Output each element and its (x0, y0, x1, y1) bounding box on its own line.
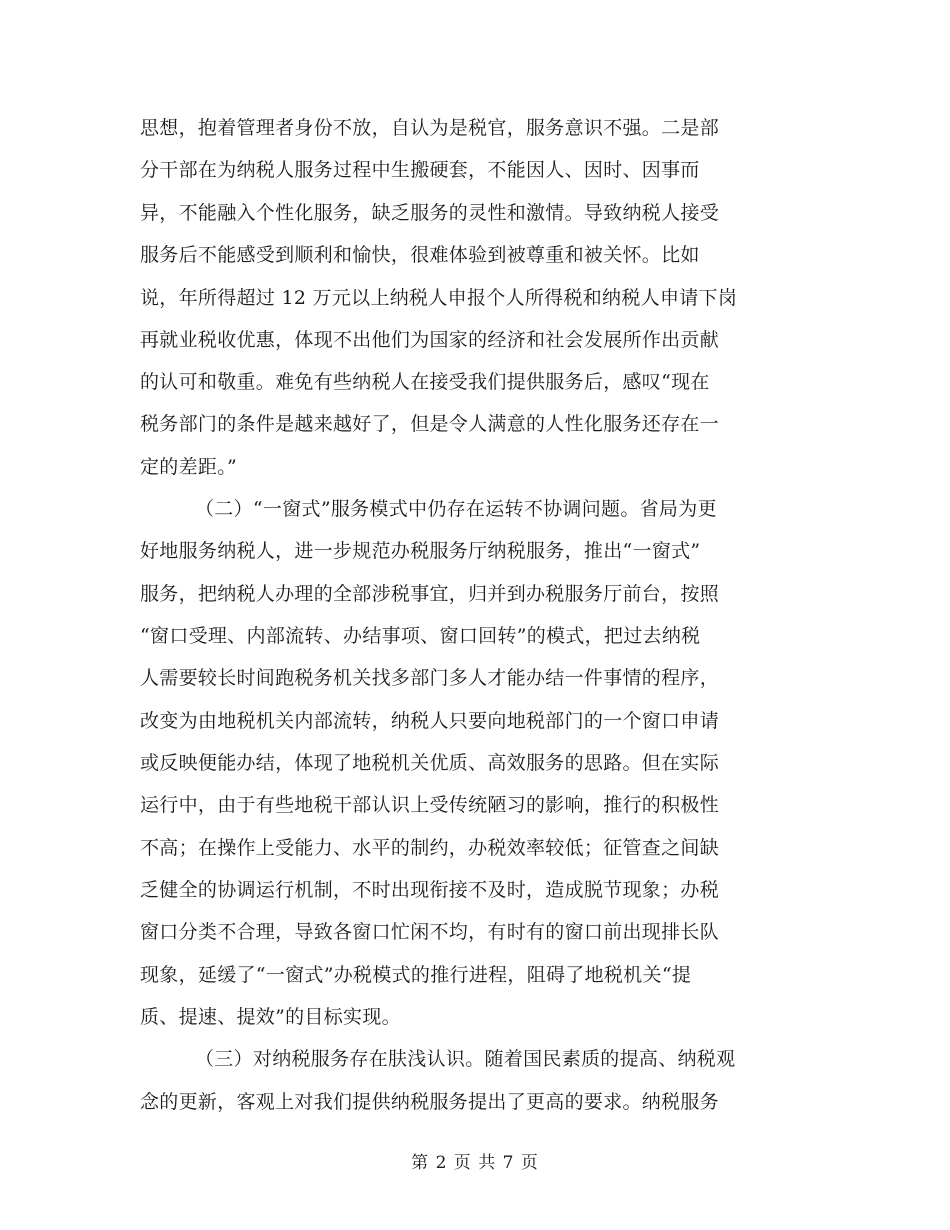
text-line: 窗口分类不合理，导致各窗口忙闲不均，有时有的窗口前出现排长队 (140, 921, 720, 943)
text-line: 分干部在为纳税人服务过程中生搬硬套，不能因人、因时、因事而 (140, 159, 700, 181)
text-line: 现象，延缓了“一窗式”办税模式的推行进程，阻碍了地税机关“提 (140, 964, 692, 986)
text-line: 好地服务纳税人，进一步规范办税服务厅纳税服务，推出“一窗式” (140, 540, 701, 562)
text-line: 运行中，由于有些地税干部认识上受传统陋习的影响，推行的积极性 (140, 794, 720, 816)
text-line: 服务后不能感受到顺利和愉快，很难体验到被尊重和被关怀。比如 (140, 244, 700, 266)
text-line: 思想，抱着管理者身份不放，自认为是税官，服务意识不强。二是部 (140, 117, 720, 139)
text-line: 税务部门的条件是越来越好了，但是令人满意的人性化服务还存在一 (140, 413, 720, 435)
text-line: 改变为由地税机关内部流转，纳税人只要向地税部门的一个窗口申请 (140, 710, 720, 732)
text-line: 人需要较长时间跑税务机关找多部门多人才能办结一件事情的程序， (140, 667, 720, 689)
page-number-footer: 第 2 页 共 7 页 (411, 1153, 539, 1173)
text-line: 质、提速、提效”的目标实现。 (140, 1006, 401, 1028)
paragraph-start-line: （三）对纳税服务存在肤浅认识。随着国民素质的提高、纳税观 (195, 1048, 736, 1070)
text-line: 服务，把纳税人办理的全部涉税事宜，归并到办税服务厅前台，按照 (140, 583, 720, 605)
text-line: 说，年所得超过 12 万元以上纳税人申报个人所得税和纳税人申请下岗 (140, 287, 738, 309)
paragraph-start-line: （二）“一窗式”服务模式中仍存在运转不协调问题。省局为更 (195, 498, 717, 520)
text-line: “窗口受理、内部流转、办结事项、窗口回转”的模式，把过去纳税 (140, 625, 701, 647)
text-line: 乏健全的协调运行机制，不时出现衔接不及时，造成脱节现象；办税 (140, 879, 720, 901)
text-line: 不高；在操作上受能力、水平的制约，办税效率较低；征管查之间缺 (140, 837, 720, 859)
text-line: 再就业税收优惠，体现不出他们为国家的经济和社会发展所作出贡献 (140, 329, 720, 351)
text-line: 的认可和敬重。难免有些纳税人在接受我们提供服务后，感叹“现在 (140, 371, 710, 393)
text-line: 念的更新，客观上对我们提供纳税服务提出了更高的要求。纳税服务 (140, 1091, 720, 1113)
text-line: 异，不能融入个性化服务，缺乏服务的灵性和激情。导致纳税人接受 (140, 202, 720, 224)
text-line: 定的差距。” (140, 456, 238, 478)
text-line: 或反映便能办结，体现了地税机关优质、高效服务的思路。但在实际 (140, 752, 720, 774)
